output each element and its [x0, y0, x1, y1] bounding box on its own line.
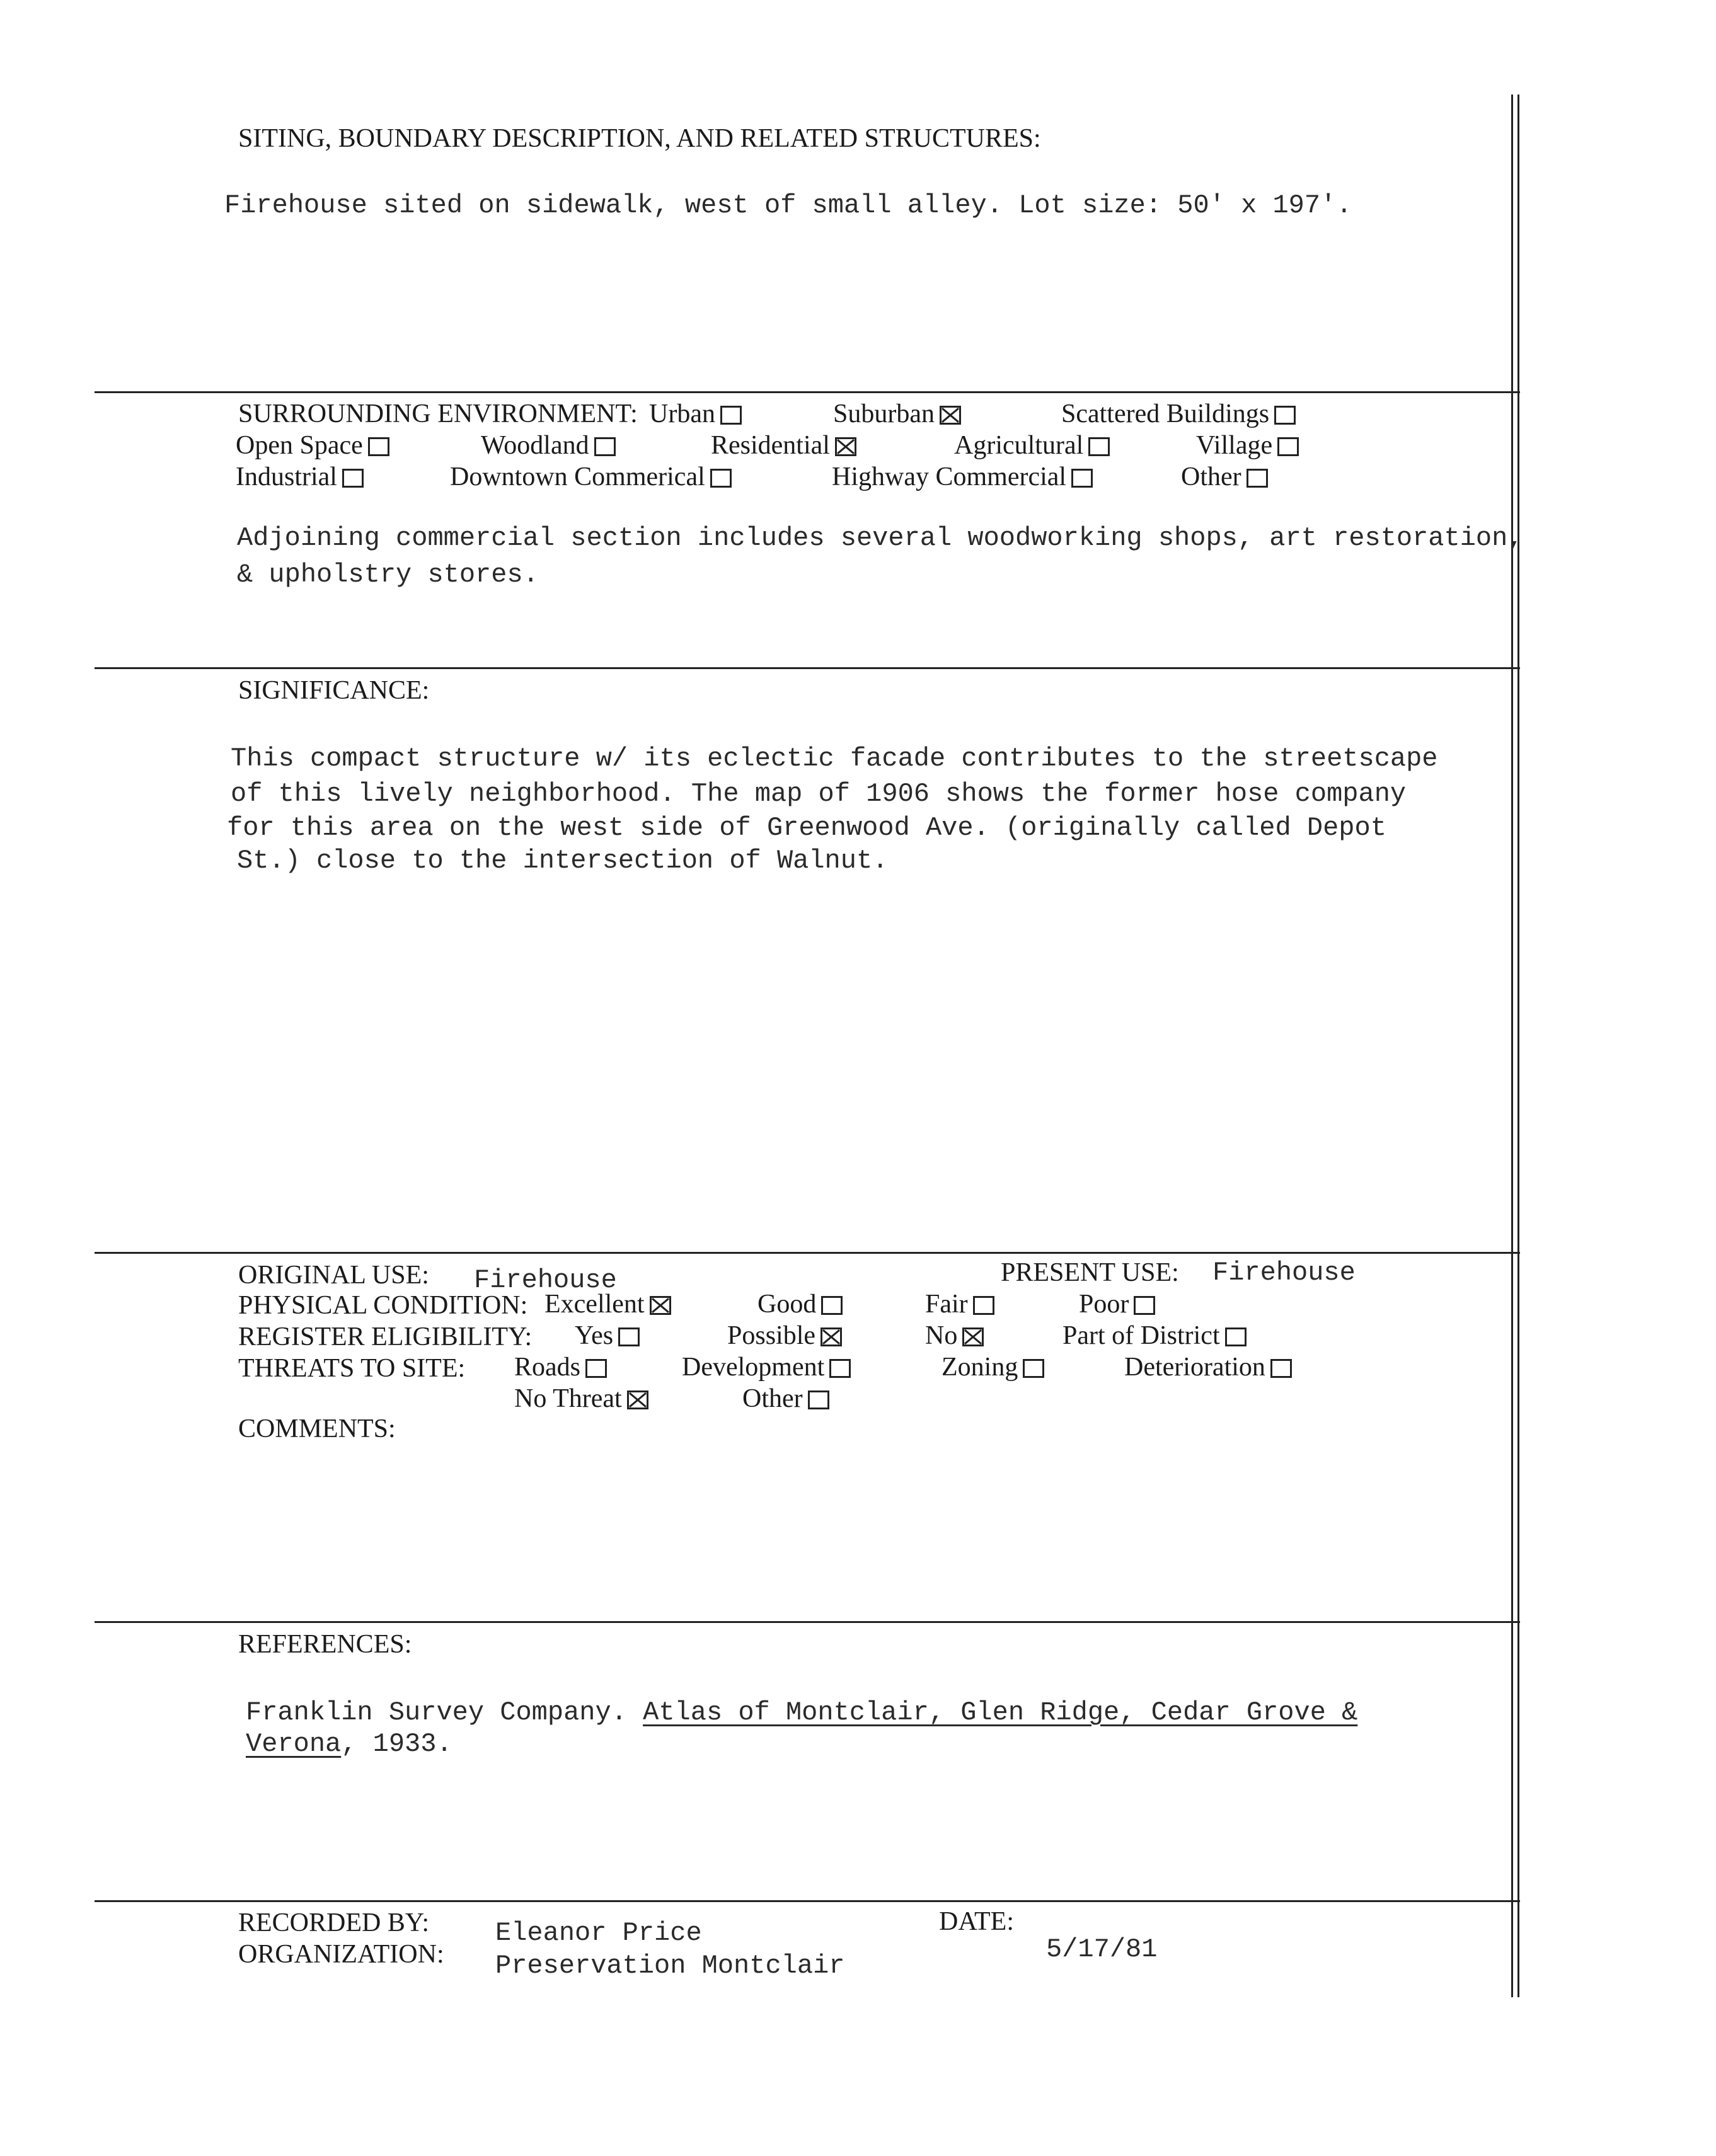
eligibility-yes[interactable] [575, 1321, 640, 1351]
threats-zoning-checkbox[interactable] [1023, 1359, 1044, 1378]
present-use-value: Firehouse [1212, 1258, 1356, 1288]
env-residential[interactable] [711, 430, 856, 461]
environment-text-line2: & upholstry stores. [237, 559, 539, 590]
env-urban[interactable] [649, 399, 742, 429]
condition-fair[interactable] [925, 1289, 994, 1319]
threats-other-checkbox[interactable] [808, 1391, 829, 1409]
env-other[interactable] [1181, 462, 1268, 492]
env-residential-checkbox[interactable] [835, 437, 856, 456]
env-urban-checkbox[interactable] [720, 406, 742, 425]
threats-other-label: Other [742, 1384, 803, 1413]
condition-good-checkbox[interactable] [821, 1296, 843, 1315]
threats-development-checkbox[interactable] [829, 1359, 851, 1378]
env-other-checkbox[interactable] [1247, 469, 1268, 488]
original-use-label: ORIGINAL USE: [238, 1261, 429, 1290]
env-scattered[interactable] [1061, 399, 1296, 429]
significance-line1: This compact structure w/ its eclectic facade contributes to the streetscape [231, 743, 1438, 774]
env-agricultural[interactable] [954, 430, 1110, 461]
threats-label: THREATS TO SITE: [238, 1354, 466, 1383]
threats-no-threat[interactable] [514, 1384, 648, 1414]
env-open-space[interactable] [236, 430, 389, 461]
divider-5 [95, 1900, 1520, 1902]
eligibility-label: REGISTER ELIGIBILITY: [238, 1322, 533, 1351]
env-open-space-checkbox[interactable] [368, 437, 389, 456]
threats-deterioration-label: Deterioration [1124, 1353, 1265, 1382]
env-woodland-checkbox[interactable] [594, 437, 616, 456]
eligibility-possible-checkbox[interactable] [821, 1327, 842, 1346]
threats-zoning[interactable] [941, 1352, 1044, 1382]
threats-roads-label: Roads [514, 1353, 580, 1382]
env-residential-label: Residential [711, 431, 830, 460]
env-industrial-label: Industrial [236, 462, 337, 491]
environment-heading: SURROUNDING ENVIRONMENT: [238, 399, 638, 428]
eligibility-district-label: Part of District [1062, 1321, 1220, 1350]
references-line1 [246, 1695, 1357, 1730]
comments-label: COMMENTS: [238, 1414, 396, 1443]
condition-excellent-label: Excellent [544, 1290, 645, 1319]
reference-year: , 1933. [341, 1729, 452, 1759]
threats-no-threat-checkbox[interactable] [627, 1391, 648, 1409]
environment-text-line1: Adjoining commercial section includes several woodworking shops, art restoration, [237, 523, 1524, 553]
env-agricultural-checkbox[interactable] [1088, 437, 1110, 456]
eligibility-possible[interactable] [727, 1321, 842, 1351]
condition-poor-checkbox[interactable] [1134, 1296, 1155, 1315]
recorded-by-value: Eleanor Price [495, 1918, 702, 1948]
threats-deterioration[interactable] [1124, 1352, 1292, 1382]
divider-1 [95, 391, 1520, 393]
env-village-checkbox[interactable] [1277, 437, 1299, 456]
env-open-space-label: Open Space [236, 431, 363, 460]
env-other-label: Other [1181, 462, 1241, 491]
env-suburban-label: Suburban [833, 399, 935, 428]
env-suburban-checkbox[interactable] [940, 406, 961, 425]
condition-fair-checkbox[interactable] [973, 1296, 994, 1315]
env-downtown-checkbox[interactable] [710, 469, 732, 488]
organization-value: Preservation Montclair [495, 1951, 845, 1981]
env-industrial-checkbox[interactable] [342, 469, 364, 488]
eligibility-yes-checkbox[interactable] [618, 1327, 640, 1346]
reference-title-line1: Atlas of Montclair, Glen Ridge, Cedar Grove & [643, 1697, 1358, 1728]
original-use-value: Firehouse [474, 1265, 617, 1295]
env-downtown[interactable] [450, 462, 732, 492]
env-downtown-label: Downtown Commerical [450, 462, 705, 491]
condition-excellent-checkbox[interactable] [650, 1296, 671, 1315]
condition-poor-label: Poor [1079, 1290, 1129, 1319]
condition-excellent[interactable] [544, 1289, 671, 1319]
threats-development[interactable] [682, 1352, 851, 1382]
siting-heading: SITING, BOUNDARY DESCRIPTION, AND RELATED STRUCTURES: [238, 124, 1041, 153]
recorded-by-label: RECORDED BY: [238, 1908, 430, 1937]
threats-roads-checkbox[interactable] [585, 1359, 607, 1378]
significance-line2: of this lively neighborhood. The map of 1906 shows the former hose company [231, 779, 1407, 809]
date-label: DATE: [939, 1907, 1014, 1936]
env-scattered-label: Scattered Buildings [1061, 399, 1270, 428]
condition-good-label: Good [757, 1290, 817, 1319]
date-value: 5/17/81 [1046, 1934, 1158, 1964]
siting-text: Firehouse sited on sidewalk, west of small alley. Lot size: 50' x 197'. [224, 190, 1352, 221]
eligibility-district-checkbox[interactable] [1225, 1327, 1247, 1346]
significance-heading: SIGNIFICANCE: [238, 676, 430, 705]
condition-good[interactable] [757, 1289, 843, 1319]
env-highway-label: Highway Commercial [832, 462, 1067, 491]
env-highway[interactable] [832, 462, 1093, 492]
env-village-label: Village [1196, 431, 1273, 460]
references-line2 [246, 1726, 452, 1762]
eligibility-no-checkbox[interactable] [962, 1327, 984, 1346]
references-heading: REFERENCES: [238, 1630, 412, 1659]
significance-line3: for this area on the west side of Greenwood Ave. (originally called Depot [227, 813, 1386, 843]
eligibility-no[interactable] [925, 1321, 984, 1351]
env-scattered-checkbox[interactable] [1274, 406, 1296, 425]
right-border-outer [1517, 95, 1519, 1997]
env-suburban[interactable] [833, 399, 961, 429]
significance-line4: St.) close to the intersection of Walnut. [237, 846, 889, 876]
present-use-label: PRESENT USE: [1001, 1258, 1179, 1287]
condition-poor[interactable] [1079, 1289, 1155, 1319]
eligibility-no-label: No [925, 1321, 958, 1350]
env-woodland[interactable] [481, 430, 616, 461]
divider-4 [95, 1621, 1520, 1623]
threats-deterioration-checkbox[interactable] [1270, 1359, 1292, 1378]
env-industrial[interactable] [236, 462, 364, 492]
reference-title-line2: Verona [246, 1729, 342, 1759]
reference-author: Franklin Survey Company. [246, 1697, 627, 1728]
env-woodland-label: Woodland [481, 431, 589, 460]
condition-fair-label: Fair [925, 1290, 968, 1319]
eligibility-possible-label: Possible [727, 1321, 816, 1350]
organization-label: ORGANIZATION: [238, 1940, 444, 1969]
env-urban-label: Urban [649, 399, 715, 428]
eligibility-yes-label: Yes [575, 1321, 614, 1350]
env-highway-checkbox[interactable] [1071, 469, 1093, 488]
threats-zoning-label: Zoning [941, 1353, 1018, 1382]
threats-other[interactable] [742, 1384, 829, 1414]
right-border-inner [1511, 95, 1513, 1997]
env-village[interactable] [1196, 430, 1299, 461]
threats-development-label: Development [682, 1353, 825, 1382]
threats-no-threat-label: No Threat [514, 1384, 622, 1413]
condition-label: PHYSICAL CONDITION: [238, 1291, 528, 1320]
divider-2 [95, 667, 1520, 669]
env-agricultural-label: Agricultural [954, 431, 1084, 460]
divider-3 [95, 1252, 1520, 1254]
eligibility-district[interactable] [1062, 1321, 1247, 1351]
threats-roads[interactable] [514, 1352, 607, 1382]
